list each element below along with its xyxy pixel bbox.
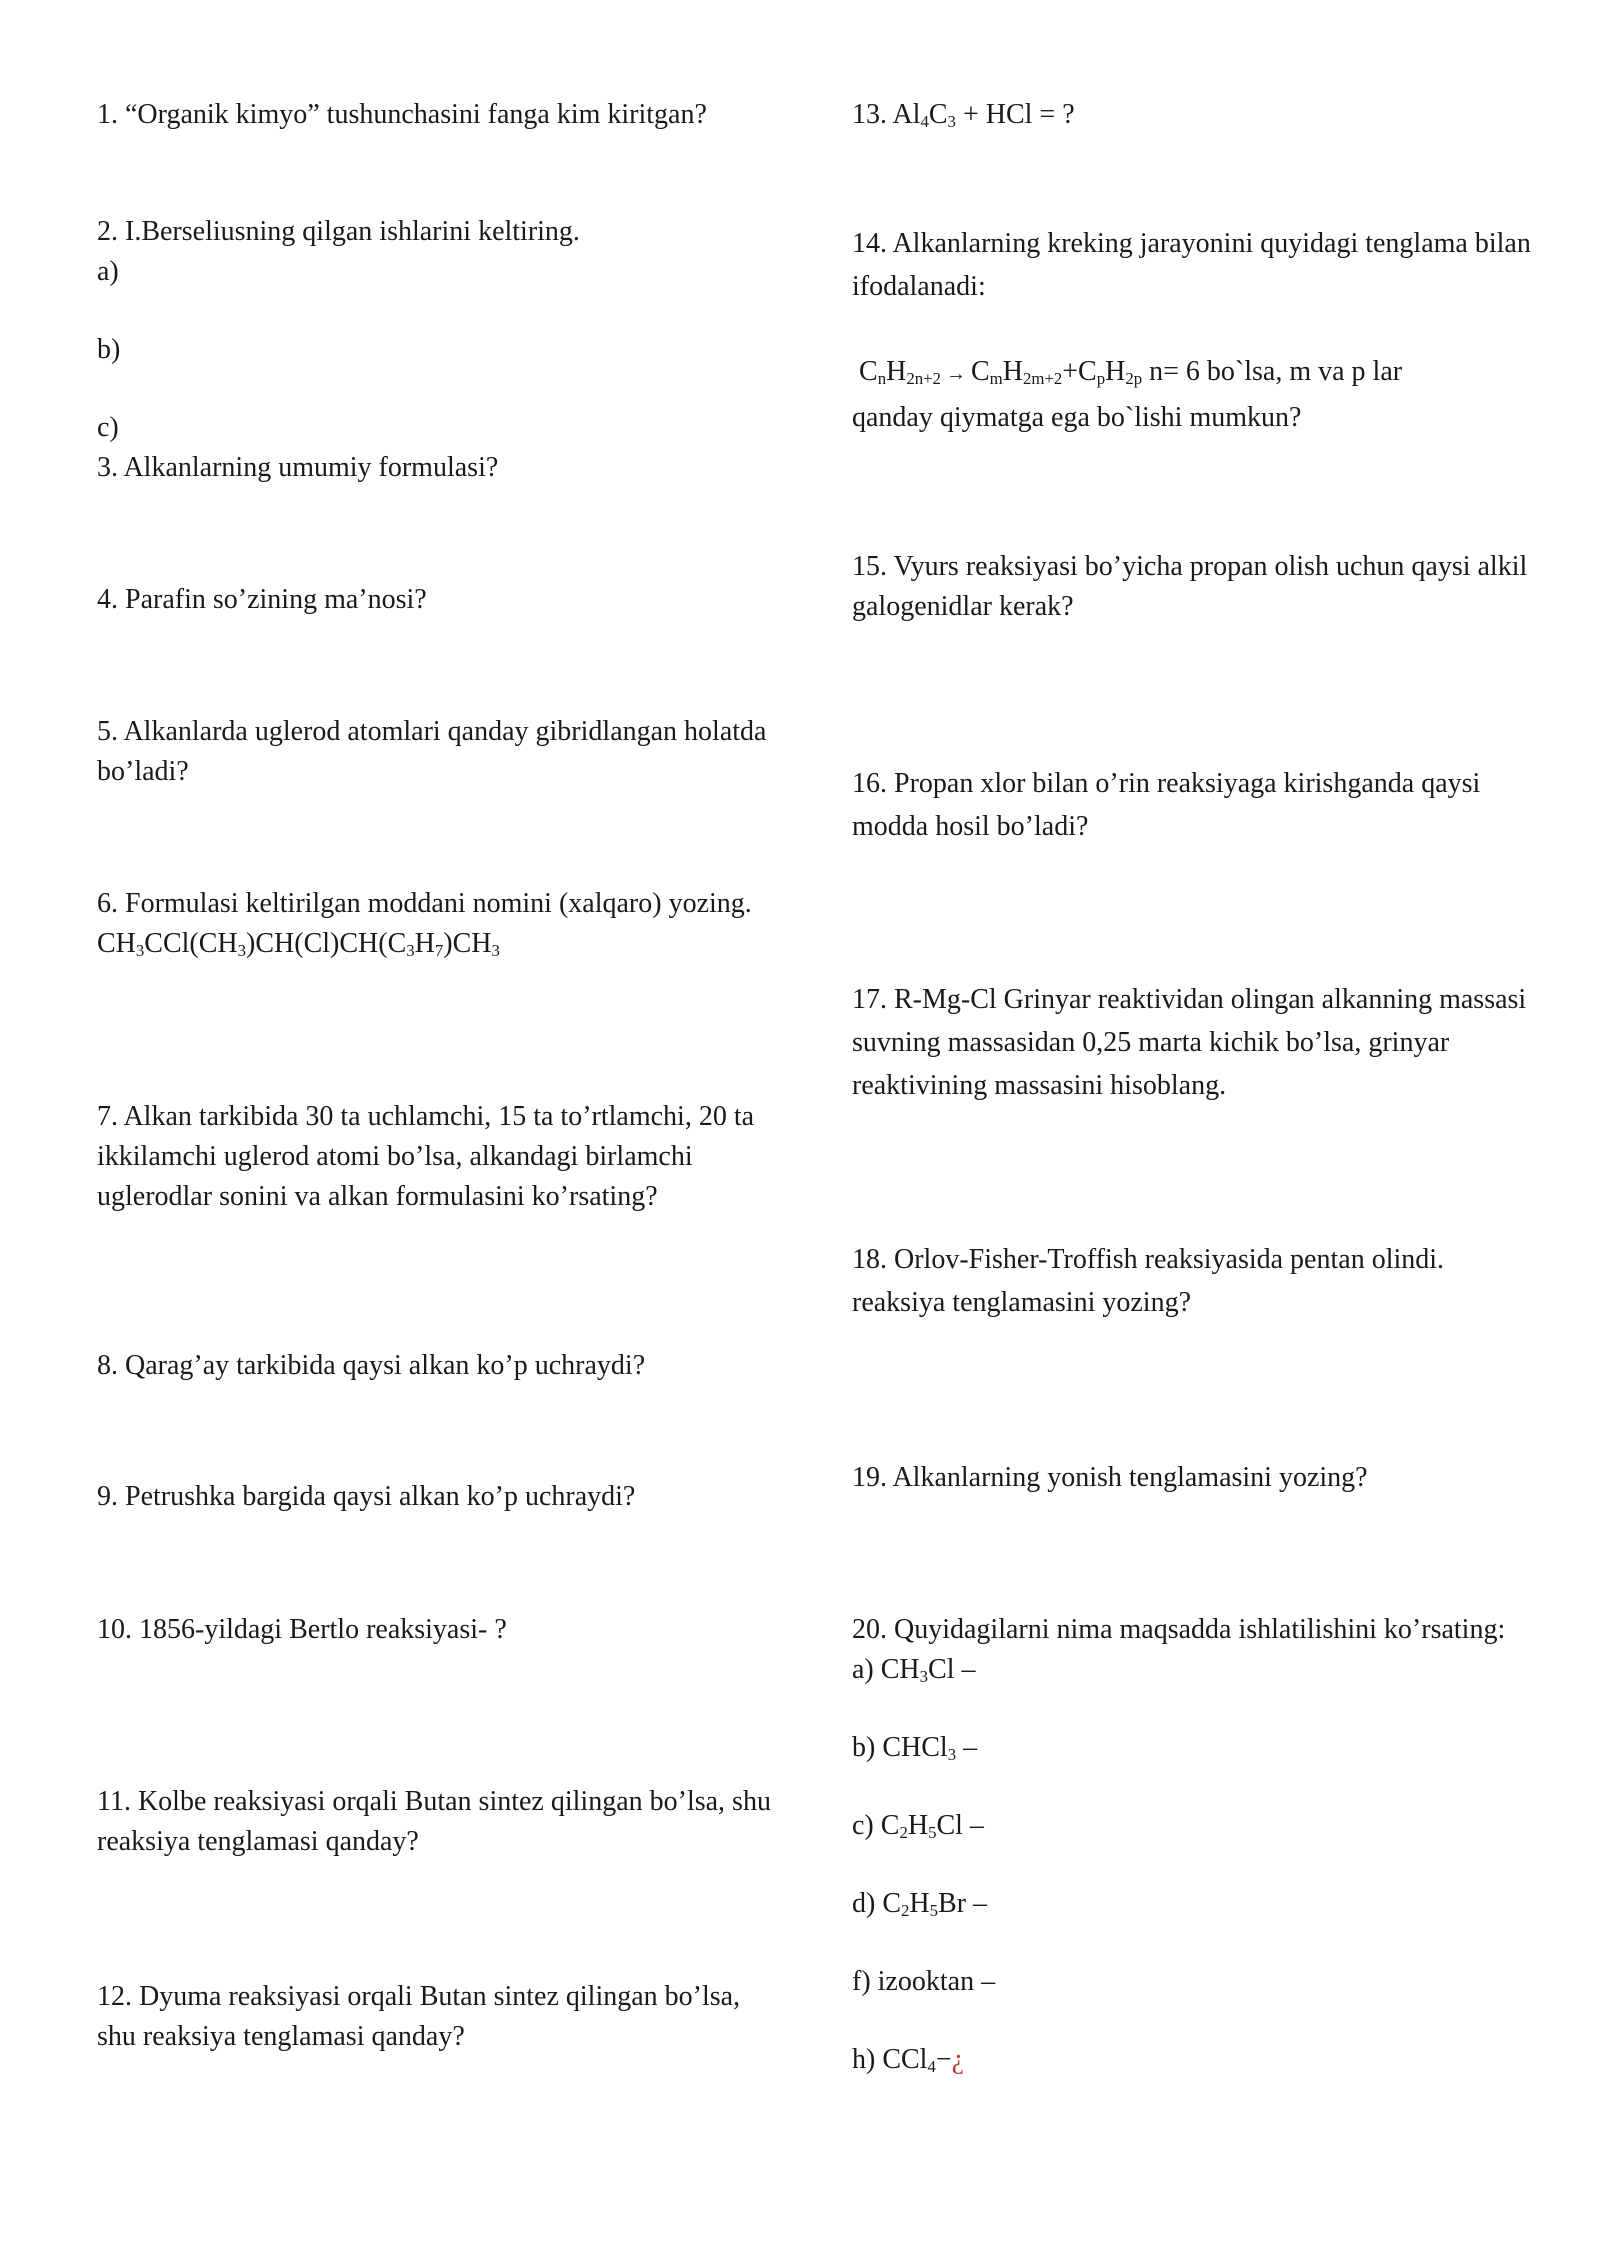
- question-6-formula: $CH_3CCl(CH_3)CH(Cl)CH(C_3H_7)CH_3$: [97, 928, 500, 961]
- question-2-option-a: a): [97, 256, 119, 287]
- question-2-option-b: b): [97, 334, 121, 365]
- question-5: 5. Alkanlarda uglerod atomlari qanday gibridlangan holatda bo’ladi?: [97, 716, 767, 787]
- question-2-option-c: c): [97, 412, 119, 443]
- question-20-item-b: b) CHCl$_3$ –: [852, 1732, 978, 1765]
- question-7: 7. Alkan tarkibida 30 ta uchlamchi, 15 ta to’rtlamchi, 20 ta ikkilamchi uglerod atomi bo’lsa, alkandagi birlamchi uglerodlar sonini va alkan formulasini ko’rsating?: [97, 1101, 755, 1212]
- question-20-title: 20. Quyidagilarni nima maqsadda ishlatilishini ko’rsating:: [852, 1614, 1506, 1645]
- question-9: 9. Petrushka bargida qaysi alkan ko’p uchraydi?: [97, 1481, 636, 1512]
- question-2-title: 2. I.Berseliusning qilgan ishlarini keltiring.: [97, 216, 580, 247]
- question-2: [97, 212, 777, 488]
- question-20-item-d: d) $C_2H_5Br$ –: [852, 1888, 988, 1921]
- question-13: 13. $Al_4C_3$ + HCl = ?: [852, 99, 1075, 132]
- question-10: 10. 1856-yildagi Bertlo reaksiyasi- ?: [97, 1614, 507, 1645]
- question-16: 16. Propan xlor bilan o’rin reaksiyaga kirishganda qaysi modda hosil bo’ladi?: [852, 768, 1481, 842]
- question-20: [852, 1610, 1532, 2080]
- question-12: 12. Dyuma reaksiyasi orqali Butan sintez qilingan bo’lsa, shu reaksiya tenglamasi qanday?: [97, 1981, 741, 2052]
- question-11: 11. Kolbe reaksiyasi orqali Butan sintez qilingan bo’lsa, shu reaksiya tenglamasi qanday?: [97, 1786, 771, 1857]
- question-6: [97, 884, 777, 964]
- question-14-formula: $C_nH_{2n+2} \to C_mH_{2m+2}+C_pH_{2p}$ n= 6 bo`lsa, m va p lar: [859, 356, 1403, 389]
- question-20-item-c: c) $C_2H_5Cl$ –: [852, 1810, 984, 1843]
- question-17: 17. R-Mg-Cl Grinyar reaktividan olingan alkanning massasi suvning massasidan 0,25 marta kichik bo’lsa, grinyar reaktivining massasini hisoblang.: [852, 984, 1527, 1101]
- question-20-item-h: h) CCl$_4$−¿: [852, 2044, 965, 2077]
- question-15: 15. Vyurs reaksiyasi bo’yicha propan olish uchun qaysi alkil galogenidlar kerak?: [852, 551, 1528, 622]
- question-20-item-a: a) $CH_3Cl$ –: [852, 1654, 976, 1687]
- question-14-tail: qanday qiymatga ega bo`lishi mumkun?: [852, 402, 1302, 433]
- question-6-text: 6. Formulasi keltirilgan moddani nomini (xalqaro) yozing.: [97, 888, 752, 919]
- question-1: 1. “Organik kimyo” tushunchasini fanga kim kiritgan?: [97, 99, 707, 130]
- question-4: 4. Parafin so’zining ma’nosi?: [97, 584, 427, 615]
- question-20-item-f: f) izooktan –: [852, 1966, 996, 1997]
- question-18: 18. Orlov-Fisher-Troffish reaksiyasida pentan olindi. reaksiya tenglamasini yozing?: [852, 1244, 1445, 1318]
- question-14: [852, 222, 1532, 439]
- question-3: 3. Alkanlarning umumiy formulasi?: [97, 452, 499, 483]
- question-8: 8. Qarag’ay tarkibida qaysi alkan ko’p uchraydi?: [97, 1350, 646, 1381]
- question-14-text: 14. Alkanlarning kreking jarayonini quyidagi tenglama bilan ifodalanadi:: [852, 228, 1531, 302]
- question-19: 19. Alkanlarning yonish tenglamasini yozing?: [852, 1462, 1368, 1493]
